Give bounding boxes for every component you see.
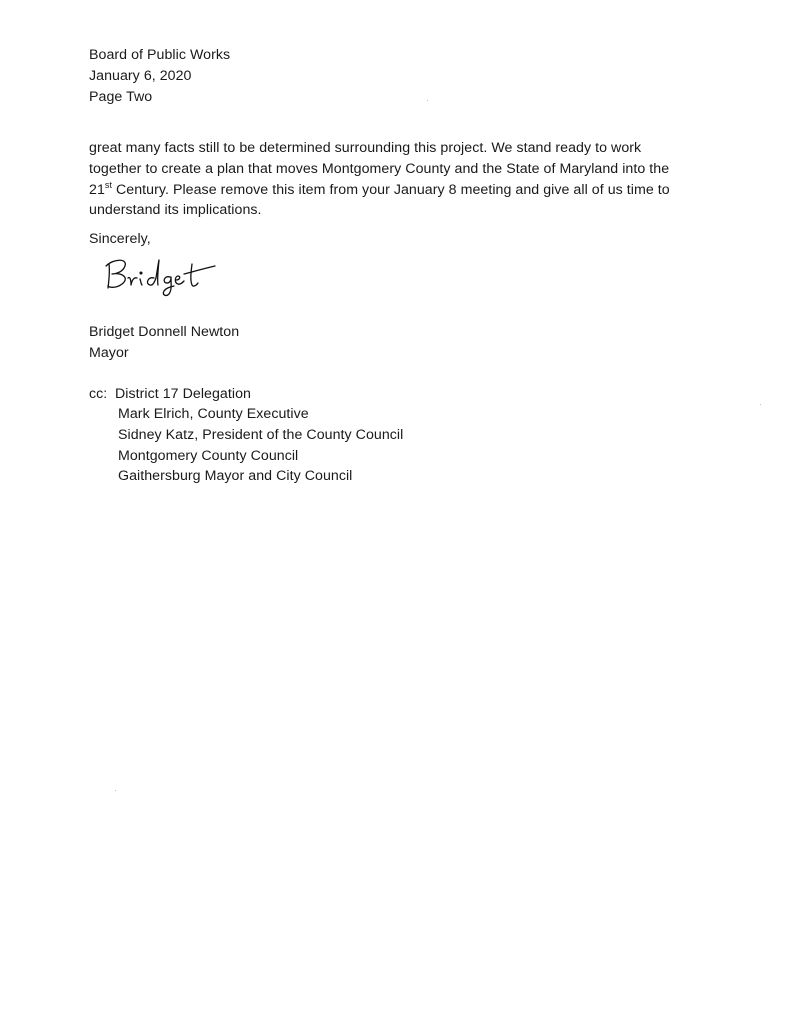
handwritten-signature — [100, 250, 225, 300]
body-line: together to create a plan that moves Montgomery County and the State of Maryland into the — [89, 161, 670, 177]
cc-recipient: Mark Elrich, County Executive — [118, 406, 309, 422]
scan-speck — [760, 404, 761, 405]
closing: Sincerely, — [89, 231, 151, 247]
cc-recipient: Montgomery County Council — [118, 448, 299, 464]
ordinal-number: 21 — [89, 182, 105, 198]
body-line — [89, 180, 670, 200]
scan-speck — [427, 100, 428, 101]
body-line: great many facts still to be determined surrounding this project. We stand ready to work — [89, 140, 642, 156]
recipient-line: Board of Public Works — [89, 47, 231, 63]
scan-speck — [115, 790, 116, 791]
signer-name: Bridget Donnell Newton — [89, 324, 240, 340]
body-line: understand its implications. — [89, 202, 262, 218]
date-line: January 6, 2020 — [89, 68, 192, 84]
cc-recipient: Sidney Katz, President of the County Council — [118, 427, 404, 443]
cc-recipient: Gaithersburg Mayor and City Council — [118, 468, 353, 484]
ordinal-suffix: st — [104, 180, 112, 190]
cc-label: cc: — [89, 386, 108, 402]
signer-title: Mayor — [89, 345, 129, 361]
page-number-line: Page Two — [89, 89, 153, 105]
cc-recipient: District 17 Delegation — [115, 386, 251, 402]
cc-first-line — [89, 384, 251, 404]
body-line-text: Century. Please remove this item from your January 8 meeting and give all of us time to — [112, 182, 670, 198]
